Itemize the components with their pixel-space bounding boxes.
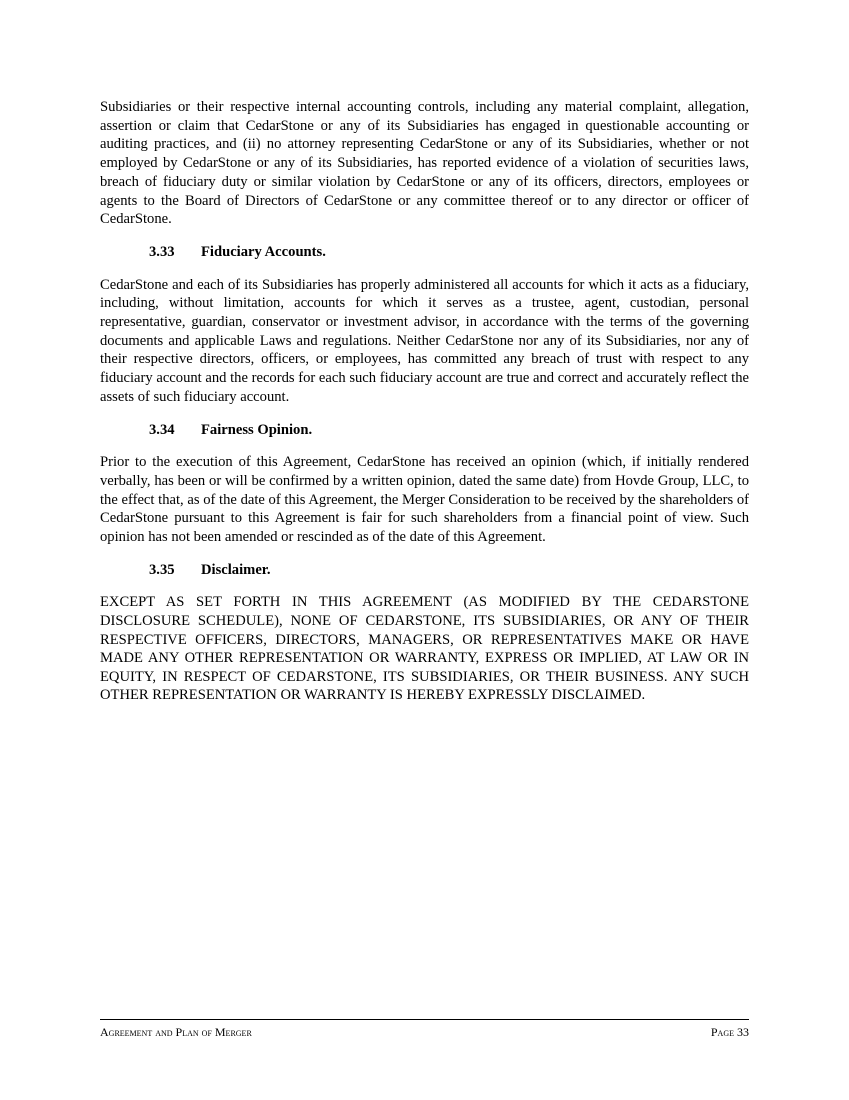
section-title: Fiduciary Accounts. <box>201 243 326 260</box>
section-number: 3.33 <box>149 243 175 260</box>
section-text: Prior to the execution of this Agreement, CedarStone has received an opinion (which, if initially rendered verbally, has been or will be confirmed by a written opinion, dated the same date) from Hovde Group, LLC, to the effect that, as of the date of this Agreement, the Merger Consideration to be received by the shareholders of CedarStone pursuant to this Agreement is fair for such shareholders from a financial point of view. Such opinion has not been amended or rescinded as of the date of this Agreement. <box>100 454 749 546</box>
section-3-33 <box>100 243 749 407</box>
section-text: CedarStone and each of its Subsidiaries has properly administered all accounts for which it acts as a fiduciary, including, without limitation, accounts for which it serves as a trustee, agent, custodian, personal representative, guardian, conservator or investment advisor, in accordance with the terms of the governing documents and applicable Laws and regulations. Neither CedarStone nor any of its Subsidiaries, nor any of their respective directors, officers, or employees, has committed any breach of trust with respect to any fiduciary account and the records for each such fiduciary account are true and correct and accurately reflect the assets of such fiduciary account. <box>100 276 749 405</box>
section-heading <box>100 421 749 440</box>
section-heading <box>100 561 749 580</box>
section-3-34 <box>100 421 749 547</box>
page-footer <box>100 1019 749 1040</box>
section-3-35 <box>100 561 749 705</box>
section-text: EXCEPT AS SET FORTH IN THIS AGREEMENT (AS MODIFIED BY THE CEDARSTONE DISCLOSURE SCHEDULE), NONE OF CEDARSTONE, ITS SUBSIDIARIES, OR ANY OF THEIR RESPECTIVE OFFICERS, DIRECTORS, MANAGERS, OR REPRESENTATIVES MAKE OR HAVE MADE ANY OTHER REPRESENTATION OR WARRANTY, EXPRESS OR IMPLIED, AT LAW OR IN EQUITY, IN RESPECT OF CEDARSTONE, ITS SUBSIDIARIES, OR THEIR BUSINESS. ANY SUCH OTHER REPRESENTATION OR WARRANTY IS HEREBY EXPRESSLY DISCLAIMED. <box>100 594 749 704</box>
section-heading <box>100 243 749 262</box>
section-number: 3.34 <box>149 421 175 438</box>
continued-paragraph: Subsidiaries or their respective internal accounting controls, including any material complaint, allegation, assertion or claim that CedarStone or any of its Subsidiaries has engaged in questionable accounting or auditing practices, and (ii) no attorney representing CedarStone or any of its Subsidiaries, whether or not employed by CedarStone or any of its Subsidiaries, has reported evidence of a violation of securities laws, breach of fiduciary duty or similar violation by CedarStone or any of its officers, directors, employees or agents to the Board of Directors of CedarStone or any committee thereof or to any director or officer of CedarStone. <box>100 99 749 228</box>
section-title: Fairness Opinion. <box>201 421 313 438</box>
document-page <box>100 98 749 705</box>
section-number: 3.35 <box>149 561 175 578</box>
footer-document-title: Agreement and Plan of Merger <box>100 1025 252 1039</box>
section-title: Disclaimer. <box>201 561 271 578</box>
footer-page-number: Page 33 <box>710 1025 749 1039</box>
